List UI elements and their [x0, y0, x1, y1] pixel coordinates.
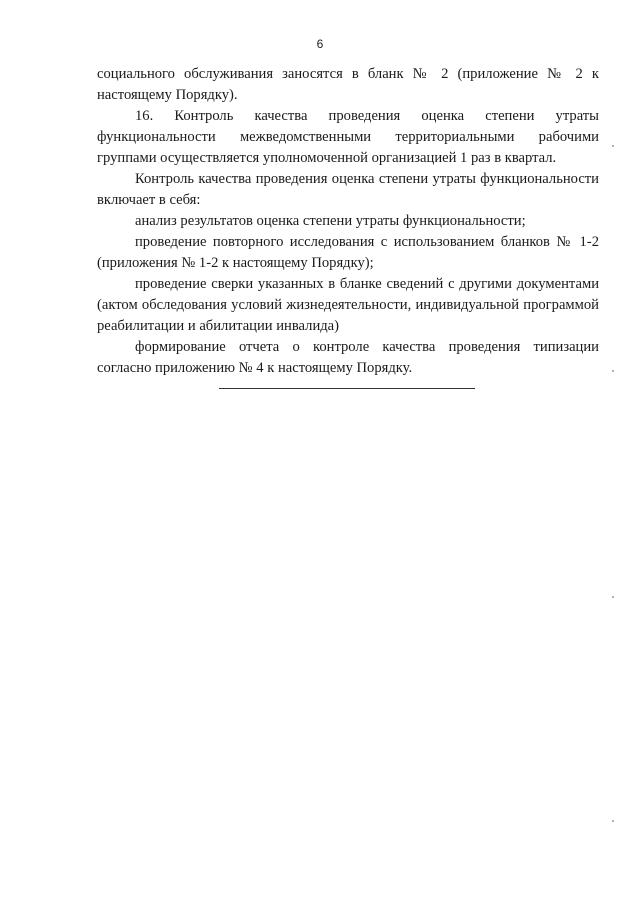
scan-speck [612, 596, 614, 598]
scan-speck [612, 370, 614, 372]
paragraph-clause-16: 16. Контроль качества проведения оценка степени утраты функциональности межведомственными территориальными рабочими группами осуществляется уполномоченной организацией 1 раз в квартал. [97, 108, 599, 166]
closing-divider-line [219, 388, 475, 389]
paragraph-control-includes: Контроль качества проведения оценка степени утраты функциональности включает в себя: [97, 171, 599, 208]
scan-speck [612, 145, 614, 147]
paragraph-report-item: формирование отчета о контроле качества проведения типизации согласно приложению № 4 к настоящему Порядку. [97, 339, 599, 376]
page-number: 6 [316, 37, 324, 51]
paragraph-reconciliation-item: проведение сверки указанных в бланке сведений с другими документами (актом обследования условий жизнедеятельности, индивидуальной программой реабилитации и абилитации инвалида) [97, 276, 599, 334]
scan-speck [612, 820, 614, 822]
paragraph-analysis-item: анализ результатов оценка степени утраты функциональности; [135, 213, 526, 229]
document-body [97, 64, 599, 379]
paragraph-repeat-study-item: проведение повторного исследования с использованием бланков № 1-2 (приложения № 1-2 к настоящему Порядку); [97, 234, 599, 271]
paragraph-continuation: социального обслуживания заносятся в бланк № 2 (приложение № 2 к настоящему Порядку). [97, 66, 599, 103]
